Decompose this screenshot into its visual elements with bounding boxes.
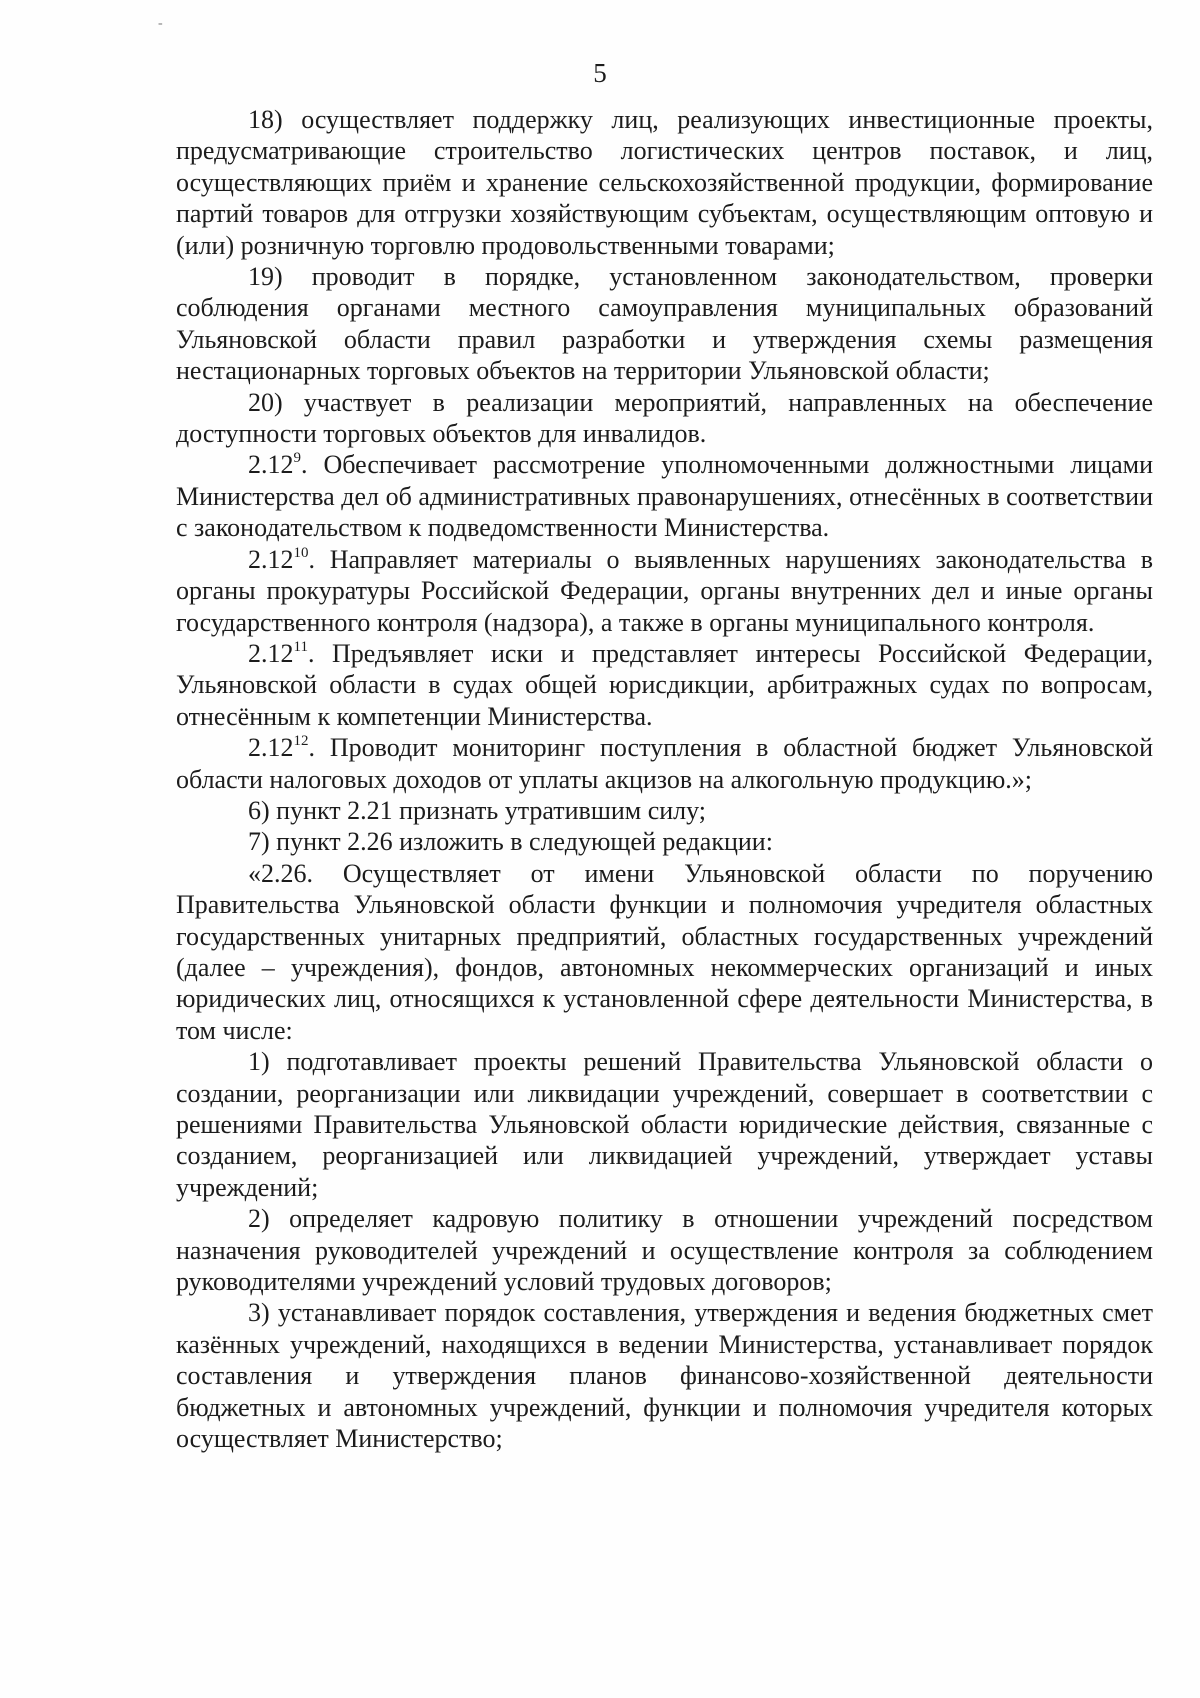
page-number: 5 <box>593 58 607 88</box>
paragraph-amendment-6: 6) пункт 2.21 признать утратившим силу; <box>248 795 707 825</box>
paragraph-clause-2-12-12: 2.12$^{12}$. Проводит мониторинг поступления в областной бюджет Ульяновской области налоговых доходов от уплаты акцизов на алкогольную продукцию.»; <box>176 733 1153 794</box>
paragraph-subitem-2: 2) определяет кадровую политику в отношении учреждений посредством назначения руководителей учреждений и осуществление контроля за соблюдением руководителями учреждений условий трудовых договоров; <box>176 1204 1153 1297</box>
paragraph-item-19: 19) проводит в порядке, установленном законодательством, проверки соблюдения органами местного самоуправления муниципальных образований Ульяновской области правил разработки и утверждения схемы размещения нестационарных торговых объектов на территории Ульяновской области; <box>176 262 1153 386</box>
paragraph-subitem-3: 3) устанавливает порядок составления, утверждения и ведения бюджетных смет казённых учреждений, находящихся в ведении Министерства, устанавливает порядок составления и утверждения планов финансово-хозяйственной деятельности бюджетных и автономных учреждений, функции и полномочия учредителя которых осуществляет Министерство; <box>176 1298 1153 1454</box>
paragraph-subitem-1: 1) подготавливает проекты решений Правительства Ульяновской области о создании, реорганизации или ликвидации учреждений, совершает в соответствии с решениями Правительства Ульяновской области юридические действия, связанные с созданием, реорганизацией или ликвидацией учреждений, утверждает уставы учреждений; <box>176 1047 1153 1202</box>
paragraph-clause-2-12-11: 2.12$^{11}$. Предъявляет иски и представляет интересы Российской Федерации, Ульяновской области в судах общей юрисдикции, арбитражных судах по вопросам, отнесённым к компетенции Министерства. <box>176 638 1153 731</box>
paragraph-clause-2-12-9: 2.12$^9$. Обеспечивает рассмотрение уполномоченными должностными лицами Министерства дел об административных правонарушениях, отнесённых в соответствии с законодательством к подведомственности Министерства. <box>176 450 1153 543</box>
paragraph-item-20: 20) участвует в реализации мероприятий, направленных на обеспечение доступности торговых объектов для инвалидов. <box>176 387 1153 449</box>
document-body <box>176 104 1153 1454</box>
scan-speck: - <box>158 16 163 31</box>
paragraph-amendment-7: 7) пункт 2.26 изложить в следующей редакции: <box>248 827 773 857</box>
paragraph-clause-2-26: «2.26. Осуществляет от имени Ульяновской области по поручению Правительства Ульяновской области функции и полномочия учредителя областных государственных унитарных предприятий, областных государственных учреждений (далее – учреждения), фондов, автономных некоммерческих организаций и иных юридических лиц, относящихся к установленной сфере деятельности Министерства, в том числе: <box>176 858 1153 1045</box>
paragraph-clause-2-12-10: 2.12$^{10}$. Направляет материалы о выявленных нарушениях законодательства в органы прокуратуры Российской Федерации, органы внутренних дел и иные органы государственного контроля (надзора), а также в органы муниципального контроля. <box>176 544 1153 637</box>
paragraph-item-18: 18) осуществляет поддержку лиц, реализующих инвестиционные проекты, предусматривающие строительство логистических центров поставок, и лиц, осуществляющих приём и хранение сельскохозяйственной продукции, формирование партий товаров для отгрузки хозяйствующим субъектам, осуществляющим оптовую и (или) розничную торговлю продовольственными товарами; <box>176 105 1153 260</box>
